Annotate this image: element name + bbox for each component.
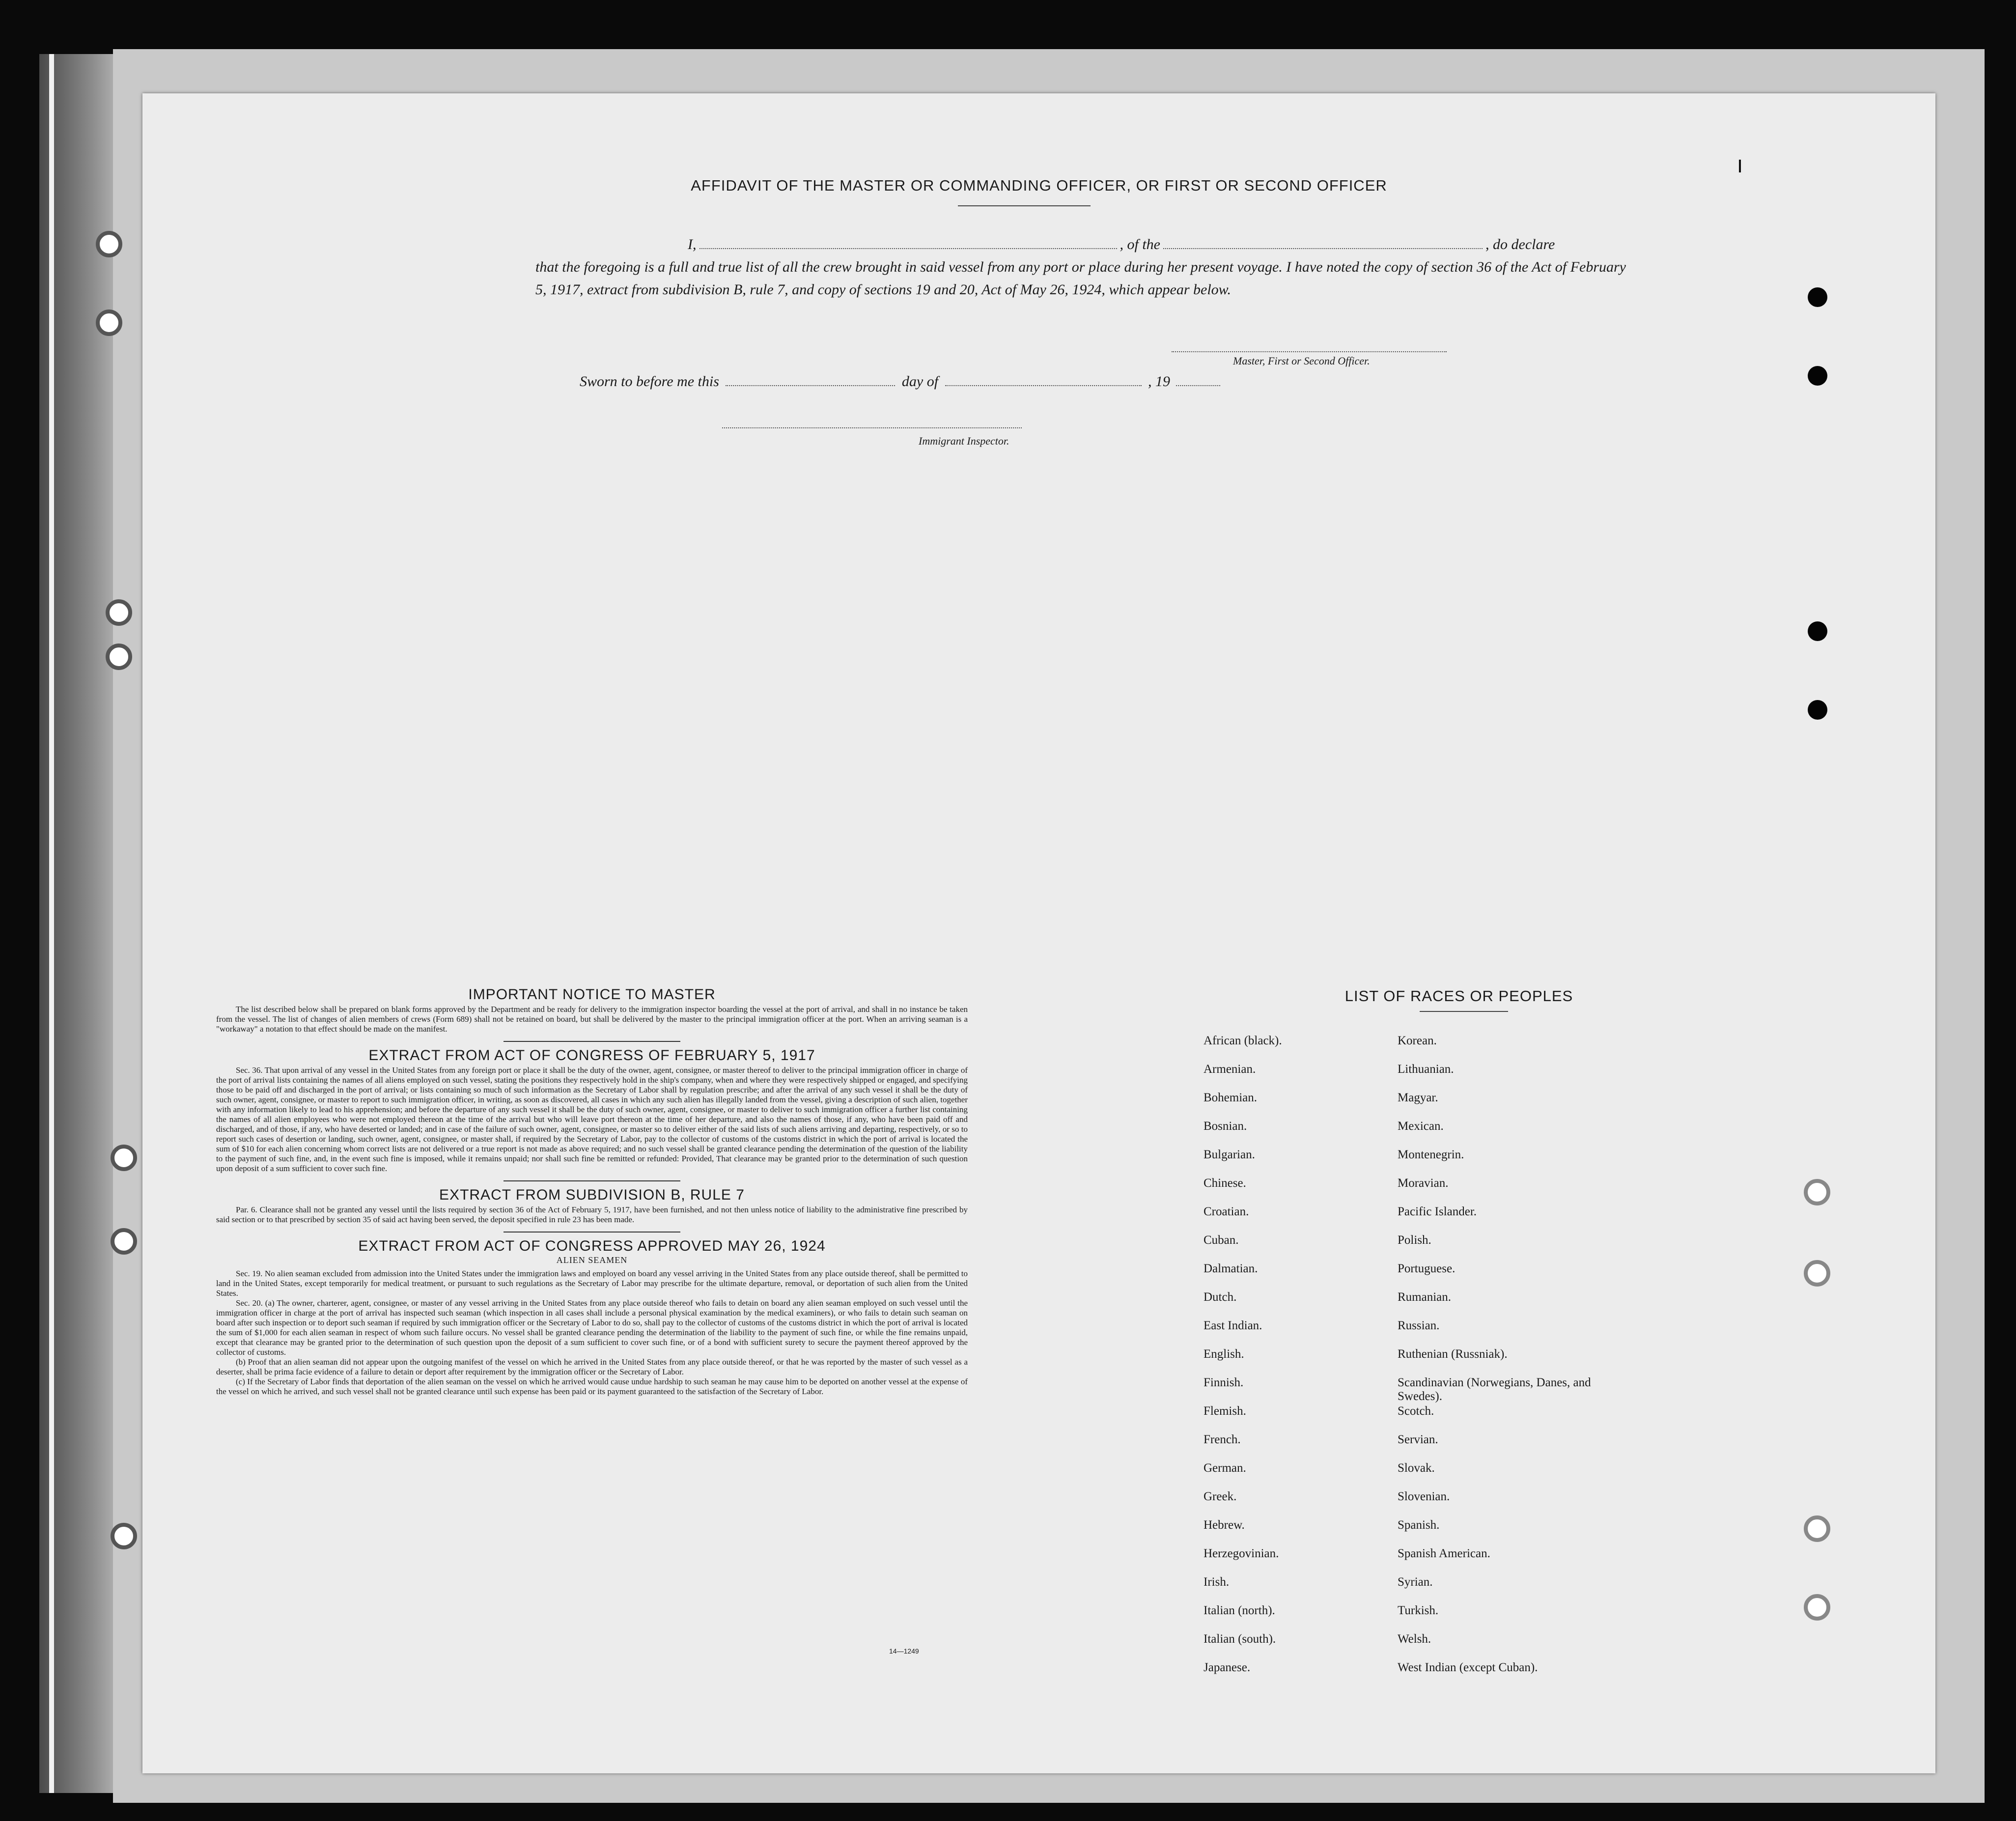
punch-hole (1808, 700, 1827, 720)
sworn-month-field[interactable] (945, 374, 1142, 386)
binder-ring (111, 1523, 137, 1549)
binder-ring (96, 231, 122, 257)
race-item: Herzegovinian. (1204, 1547, 1279, 1560)
vessel-name-field[interactable] (1163, 237, 1483, 249)
race-item: Turkish. (1398, 1604, 1439, 1617)
race-item: Dalmatian. (1204, 1262, 1258, 1275)
section-divider (504, 1232, 680, 1233)
race-item: East Indian. (1204, 1319, 1262, 1332)
sworn-prefix: Sworn to before me this (580, 373, 719, 390)
master-name-field[interactable] (700, 237, 1117, 249)
sworn-year-field[interactable] (1176, 374, 1220, 386)
section-divider (504, 1180, 680, 1181)
punch-hole (1808, 287, 1827, 307)
races-title-rule (1420, 1011, 1508, 1012)
race-item: Scandinavian (Norwegians, Danes, and Swedes). (1398, 1376, 1591, 1403)
races-title: LIST OF RACES OR PEOPLES (1344, 987, 1573, 1005)
race-item: Mexican. (1398, 1120, 1444, 1133)
race-item: Rumanian. (1398, 1290, 1452, 1304)
sec20b-text: (b) Proof that an alien seaman did not appear upon the outgoing manifest of the vessel on which he arrived in the United States from any place outside thereof, or that he was reported by the master of such vessel as a deserter, shall be prima facie evidence of a failure to detain or deport after requirement by the immigration officer or the Secretary of Labor. (216, 1357, 968, 1376)
punch-hole (1808, 366, 1827, 386)
punch-hole (1804, 1515, 1830, 1542)
day-of-label: day of (901, 373, 939, 390)
form-page (142, 93, 1935, 1773)
extract-rule7-title: EXTRACT FROM SUBDIVISION B, RULE 7 (439, 1187, 745, 1203)
sec20a-text: Sec. 20. (a) The owner, charterer, agent, consignee, or master of any vessel arriving in the United States from any place outside thereof who fails to detain on board any alien seaman employed on such vessel until the immigration officer in charge at the port of arrival has inspected such seaman (which inspection in all cases shall include a personal physical examination by the medical examiners), or who fails to detain such seaman on board after such inspection or to deport such seaman if required by such immigration officer or the Secretary of Labor to do so, shall pay to the collector of customs of the customs district in which the port of arrival is located the sum of $1,000 for each alien seaman in respect of whom such failure occurs. No vessel shall be granted clearance pending the determination of the liability to the payment of such fine, or while the fine remains unpaid, except that clearance may be granted prior to the determination of such question upon the deposit of a sum sufficient to cover such fine, or of a bond with sufficient surety to secure the payment thereof approved by the collector of customs. (216, 1298, 968, 1357)
race-item: Japanese. (1204, 1661, 1251, 1674)
races-column-1 (1204, 1034, 1380, 1689)
race-item: Welsh. (1398, 1632, 1431, 1646)
race-item: Finnish. (1204, 1376, 1244, 1389)
race-item: Slovak. (1398, 1461, 1435, 1475)
title-rule (958, 205, 1091, 206)
race-item: West Indian (except Cuban). (1398, 1661, 1538, 1674)
race-item: Lithuanian. (1398, 1063, 1454, 1076)
race-item: Montenegrin. (1398, 1148, 1464, 1161)
race-item: Italian (south). (1204, 1632, 1276, 1646)
notice-section (216, 986, 968, 1397)
race-item: Hebrew. (1204, 1518, 1245, 1532)
race-item: Flemish. (1204, 1404, 1246, 1418)
race-item: Scotch. (1398, 1404, 1434, 1418)
affidavit-i-label: I, (688, 236, 697, 252)
master-signature-label: Master, First or Second Officer. (1233, 355, 1370, 367)
binder-ring (111, 1145, 137, 1171)
sworn-day-field[interactable] (726, 374, 895, 386)
inspector-label: Immigrant Inspector. (919, 435, 1009, 447)
race-item: Bosnian. (1204, 1120, 1247, 1133)
binder-ring (96, 309, 122, 336)
race-item: Pacific Islander. (1398, 1205, 1477, 1218)
do-declare-label: , do declare (1485, 236, 1555, 252)
race-item: Polish. (1398, 1233, 1431, 1247)
punch-hole (1804, 1179, 1830, 1205)
extract-1917-title: EXTRACT FROM ACT OF CONGRESS OF FEBRUARY 5, 1917 (368, 1047, 815, 1064)
binder-ring (106, 644, 132, 670)
affidavit-body (535, 233, 1626, 301)
race-item: Bulgarian. (1204, 1148, 1255, 1161)
punch-hole (1804, 1260, 1830, 1287)
section-divider (504, 1041, 680, 1042)
notice-title: IMPORTANT NOTICE TO MASTER (468, 986, 716, 1003)
binder-strip (49, 54, 54, 1793)
extract-1917-body: Sec. 36. That upon arrival of any vessel in the United States from any foreign port or place it shall be the duty of the owner, agent, consignee, or master thereof to deliver to the principal immigration officer in charge of the port of arrival lists containing the names of all aliens employed on such vessel, stating the positions they respectively hold in the ship's company, when and where they were respectively shipped or engaged, and specifying those to be paid off and discharged in the port of arrival; or lists containing so much of such information as the Secretary of Labor shall by regulation prescribe; and after the arrival of any such vessel it shall be the duty of such owner, agent, consignee, or master to report to such immigration officer, in writing, as soon as discovered, all cases in which any such alien has illegally landed from the vessel, giving a description of such alien, together with any information likely to lead to his apprehension; and before the departure of any such vessel it shall be the duty of such owner, agent, consignee, or master to deliver to such immigration officer a further list containing the names of all alien employees who were not employed thereon at the time of the arrival but who will leave port thereon at the time of her departure, and also the names of those, if any, who have been paid off and discharged, and of those, if any, who have deserted or landed; and in case of the failure of such owner, agent, consignee, or master so to deliver either of the said lists of such aliens arriving and departing, respectively, or so to report such cases of desertion or landing, such owner, agent, consignee, or master shall, if required by the Secretary of Labor, pay to the collector of customs of the customs district in which the port of arrival is located the sum of $10 for each alien concerning whom correct lists are not delivered or a true report is not made as above required; and no such vessel shall be granted clearance pending the determination of the question of the liability to the payment of such fine, and, in the event such fine is imposed, while it remains unpaid; nor shall such fine be remitted or refunded: Provided, That clearance may be granted prior to the determination of such question upon deposit of a sum sufficient to cover such fine. (216, 1065, 968, 1173)
race-item: Croatian. (1204, 1205, 1249, 1218)
race-item: Chinese. (1204, 1177, 1246, 1190)
affidavit-title: AFFIDAVIT OF THE MASTER OR COMMANDING OFFICER, OR FIRST OR SECOND OFFICER (691, 177, 1387, 194)
alien-seamen-subtitle: ALIEN SEAMEN (556, 1255, 628, 1265)
races-column-2 (1398, 1034, 1604, 1689)
sec19-text: Sec. 19. No alien seaman excluded from admission into the United States under the immigration laws and employed on board any vessel arriving in the United States from any place outside thereof, shall be permitted to land in the United States, except temporarily for medical treatment, or pursuant to such regulations as the Secretary of Labor may prescribe for the ultimate departure, removal, or deportation of such alien from the United States. (216, 1269, 968, 1298)
race-item: Armenian. (1204, 1063, 1256, 1076)
race-item: Korean. (1398, 1034, 1437, 1047)
race-item: Magyar. (1398, 1091, 1438, 1104)
form-number: 14—1249 (889, 1647, 919, 1655)
race-item: Slovenian. (1398, 1490, 1450, 1503)
sworn-line (580, 373, 1220, 390)
inspector-signature-line[interactable] (722, 427, 1022, 428)
notice-body: The list described below shall be prepared on blank forms approved by the Department and be ready for delivery to the immigration inspector boarding the vessel at the port of arrival, and shall in no instance be taken from the vessel. The list of changes of alien members of crews (Form 689) shall not be retained on board, but shall be delivered by the master to the principal immigration officer at the port. When an arriving seaman is a "workaway" a notation to that effect should be made on the manifest. (216, 1005, 968, 1034)
race-item: Italian (north). (1204, 1604, 1275, 1617)
punch-hole (1808, 621, 1827, 641)
race-item: Greek. (1204, 1490, 1237, 1503)
year-prefix: , 19 (1148, 373, 1171, 390)
race-item: Russian. (1398, 1319, 1440, 1332)
race-item: Ruthenian (Russniak). (1398, 1347, 1508, 1361)
race-item: Servian. (1398, 1433, 1438, 1446)
extract-rule7-body: Par. 6. Clearance shall not be granted any vessel until the lists required by section 36 of the Act of February 5, 1917, have been furnished, and not then unless notice of liability to the administrative fine prescribed by said section or to that prescribed by section 35 of said act having been served, the deposit specified in rule 23 has been made. (216, 1205, 968, 1224)
master-signature-line[interactable] (1172, 351, 1447, 352)
race-item: English. (1204, 1347, 1244, 1361)
race-item: Moravian. (1398, 1177, 1449, 1190)
race-item: Dutch. (1204, 1290, 1237, 1304)
race-item: French. (1204, 1433, 1241, 1446)
of-the-label: , of the (1120, 236, 1160, 252)
affidavit-statement: that the foregoing is a full and true list of all the crew brought in said vessel from any port or place during her present voyage. I have noted the copy of section 36 of the Act of February 5, 1917, extract from subdivision B, rule 7, and copy of sections 19 and 20, Act of May 26, 1924, which appear below. (535, 259, 1626, 298)
race-item: African (black). (1204, 1034, 1282, 1047)
binder-ring (111, 1228, 137, 1255)
sec20c-text: (c) If the Secretary of Labor finds that deportation of the alien seaman on the vessel on which he arrived would cause undue hardship to such seaman he may cause him to be deported on another vessel at the expense of the vessel on which he arrived, and such vessel shall not be granted clearance until such expense has been paid or its payment guaranteed to the satisfaction of the Secretary of Labor. (216, 1377, 968, 1396)
binder-ring (106, 599, 132, 626)
extract-1924-title: EXTRACT FROM ACT OF CONGRESS APPROVED MAY 26, 1924 (358, 1238, 826, 1254)
page-mark (1739, 160, 1741, 172)
race-item: Cuban. (1204, 1233, 1239, 1247)
race-item: German. (1204, 1461, 1246, 1475)
race-item: Portuguese. (1398, 1262, 1456, 1275)
race-item: Irish. (1204, 1575, 1230, 1589)
race-item: Bohemian. (1204, 1091, 1258, 1104)
punch-hole (1804, 1594, 1830, 1621)
race-item: Spanish American. (1398, 1547, 1490, 1560)
race-item: Syrian. (1398, 1575, 1433, 1589)
race-item: Spanish. (1398, 1518, 1440, 1532)
